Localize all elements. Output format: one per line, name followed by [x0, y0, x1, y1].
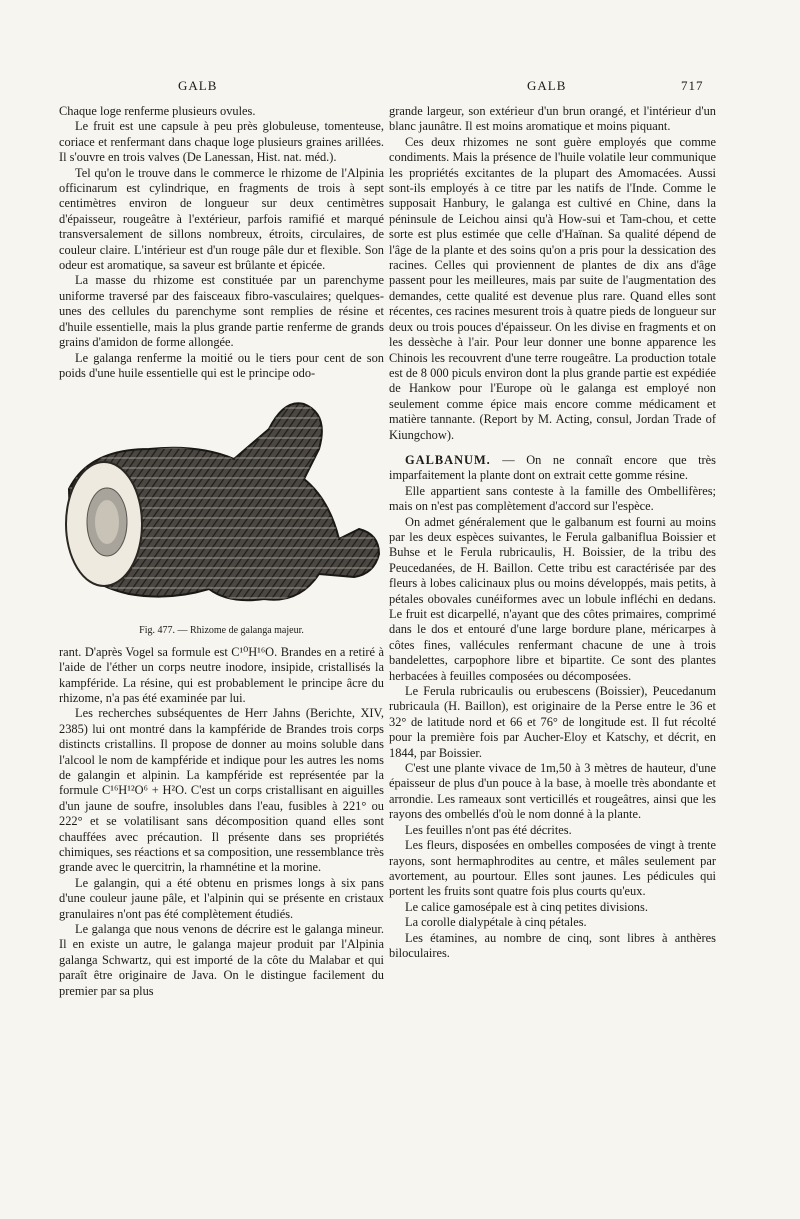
running-head-left: GALB: [178, 78, 218, 93]
paragraph: Le fruit est une capsule à peu près globuleuse, tomenteuse, coriace et renfermant dans chaque loge plusieurs graines arillées. Il s'ouvre en trois valves (De Lanessan, Hist. nat. méd.).: [59, 119, 384, 165]
paragraph: Tel qu'on le trouve dans le commerce le rhizome de l'Alpinia officinarum est cylindrique, en fragments de trois à sept centimètres environ de longueur sur deux centimètres d'épaisseur, rougeâtre à l'extérieur, parfois ramifié et marqué transversalement de sillons nombreux, étroits, circulaires, de couleur claire. L'intérieur est d'un rouge pâle dur et flexible. Son odeur est aromatique, sa saveur est brûlante et épicée.: [59, 165, 384, 273]
paragraph: Chaque loge renferme plusieurs ovules.: [59, 104, 256, 118]
paragraph: On admet généralement que le galbanum est fourni au moins par les deux espèces suivantes, le Ferula galbaniflua Boissier et Buhse et le Ferula rubricaulis, H. Boissier, de la tribu des Peucedanées, de H. Baillon. Cette tribu est caractérisée par des fleurs à lobes calicinaux plus ou moins développés, mais petits, à pétales obovales cunéiformes avec un lobule infléchi en dedans. Le fruit est dicarpellé, n'ayant que des côtes primaires, comprimé dans le dos et entouré d'une large bordure plane, méricarpes à côtes fines, vallécules renfermant chacune de une à trois bandelettes, carpophore libre et bipartite. Ce sont des plantes herbacées à feuilles composées ou décomposées.: [389, 514, 716, 683]
right-column: [389, 104, 716, 961]
paragraph: rant. D'après Vogel sa formule est C¹⁰H¹⁶O. Brandes en a retiré à l'aide de l'éther un corps neutre inodore, insipide, cristallisés la kampféride. La résine, qui est probablement le principe âcre du rhizome, n'a pas été examinée par lui.: [59, 644, 384, 705]
paragraph: La masse du rhizome est constituée par un parenchyme uniforme traversé par des faisceaux fibro-vasculaires; quelques-unes des cellules du parenchyme sont remplies de résine et d'huile essentielle, mais la plus grande partie renferme de grands grains d'amidon de forme allongée.: [59, 273, 384, 350]
paragraph: grande largeur, son extérieur d'un brun orangé, et l'intérieur d'un blanc jaunâtre. Il est moins aromatique et moins piquant.: [389, 104, 716, 134]
paragraph: Les feuilles n'ont pas été décrites.: [405, 822, 572, 837]
entry-intro: — On ne connaît encore que très imparfaitement la plante dont on extrait cette gomme résine.: [389, 452, 716, 483]
entry-headword: GALBANUM.: [405, 452, 491, 467]
paragraph: C'est une plante vivace de 1m,50 à 3 mètres de hauteur, d'une épaisseur de plus d'un pouce à la base, à moelle très abondante et arrondie. Les rameaux sont verticillés et rougeâtres, ainsi que les rayons des ombellés d'où le nom donné à la plante.: [389, 761, 716, 822]
paragraph: Le galangin, qui a été obtenu en prismes longs à six pans d'une couleur jaune pâle, et l'alpinin qui se présente en cristaux granulaires n'ont pas été complètement étudiés.: [59, 875, 384, 921]
paragraph: La corolle dialypétale à cinq pétales.: [405, 915, 587, 930]
running-head-right: GALB: [527, 78, 567, 93]
page-number: 717: [681, 78, 704, 93]
paragraph: Les étamines, au nombre de cinq, sont libres à anthères biloculaires.: [389, 930, 716, 960]
paragraph: Les fleurs, disposées en ombelles composées de vingt à trente rayons, sont hermaphrodites au centre, et mâles seulement par avortement, au pourtour. Elles sont jaunes. Les pédicules qui portent les fruits sont quatre fois plus courts qu'eux.: [389, 838, 716, 899]
paragraph: Le galanga que nous venons de décrire est le galanga mineur. Il en existe un autre, le galanga majeur produit par l'Alpinia galanga Schwartz, qui est importé de la côte du Malabar et qui paraît être originaire de Java. On le distingue facilement du premier par sa plus: [59, 922, 384, 998]
left-column: [59, 104, 384, 999]
figure: [59, 389, 384, 638]
paragraph: Le galanga renferme la moitié ou le tiers pour cent de son poids d'une huile essentielle qui est le principe odo-: [59, 350, 384, 380]
rhizome-illustration: [59, 389, 384, 621]
paragraph: Le calice gamosépale est à cinq petites divisions.: [405, 899, 648, 914]
figure-caption: Fig. 477. — Rhizome de galanga majeur.: [139, 625, 304, 637]
galbanum-entry: [389, 453, 716, 484]
paragraph: Elle appartient sans conteste à la famille des Ombellifères; mais on n'est pas complètement d'accord sur l'espèce.: [389, 483, 716, 514]
paragraph: Le Ferula rubricaulis ou erubescens (Boissier), Peucedanum rubricaula (H. Baillon), est originaire de la Perse entre le 36 et 32° de latitude nord et 66 et 76° de longitude est. Il fut récolté pour la première fois par Aucher-Eloy et Katschy, et décrit, en 1844, par Boissier.: [389, 684, 716, 760]
paragraph: Les recherches subséquentes de Herr Jahns (Berichte, XIV, 2385) lui ont montré dans la kampféride de Brandes trois corps distincts cristallins. Il propose de donner au moins soluble dans l'alcool le nom de kampféride et indique pour les autres les noms de galangin et alpinin. La kampféride est représentée par la formule C¹⁶H¹²O⁶ + H²O. C'est un corps cristallisant en aiguilles d'un jaune de soufre, insolubles dans l'eau, fusibles à 221° ou 222° et se volatilisant sans décomposition quand elles sont chauffées avec précaution. Il présente dans ses propriétés chimiques, ses réactions et sa composition, une ressemblance très grande avec le quercitrin, la rhamnétine et la morine.: [59, 706, 384, 875]
paragraph: Ces deux rhizomes ne sont guère employés que comme condiments. Mais la présence de l'huile volatile leur communique les propriétés excitantes de la plupart des Amomacées. Aussi sont-ils employés à ce titre par les natifs de l'Inde. Comme le supposait Hanbury, le galanga est cultivé en Chine, dans la péninsule de Leichou ainsi qu'à How-sui et Tam-chou, et cette sorte est plus estimée que celle d'Haïnan. Sa qualité dépend de l'âge de la plante et des soins qu'on a pris pour la dessication des racines. Celles qui proviennent de plantes de dix ans d'âge passent pour les meilleures, mais par suite de l'augmentation des demandes, cette qualité est devenue plus rare. Quand elles sont récentes, ces racines mesurent trois à quatre pieds de longueur sur deux ou trois pouces d'épaisseur. On les divise en fragments et on les dessèche à l'air. Pour leur donner une bonne apparence les Chinois les recouvrent d'une terre rougeâtre. La production totale est de 8 000 piculs environ dont la plus grande partie est expédiée de Hankow pour l'Europe où le galanga est employé non seulement comme épice mais encore comme médicament et matière tannante. (Report by M. Acting, consul, Jordan Trade of Kiungchow).: [389, 134, 716, 442]
